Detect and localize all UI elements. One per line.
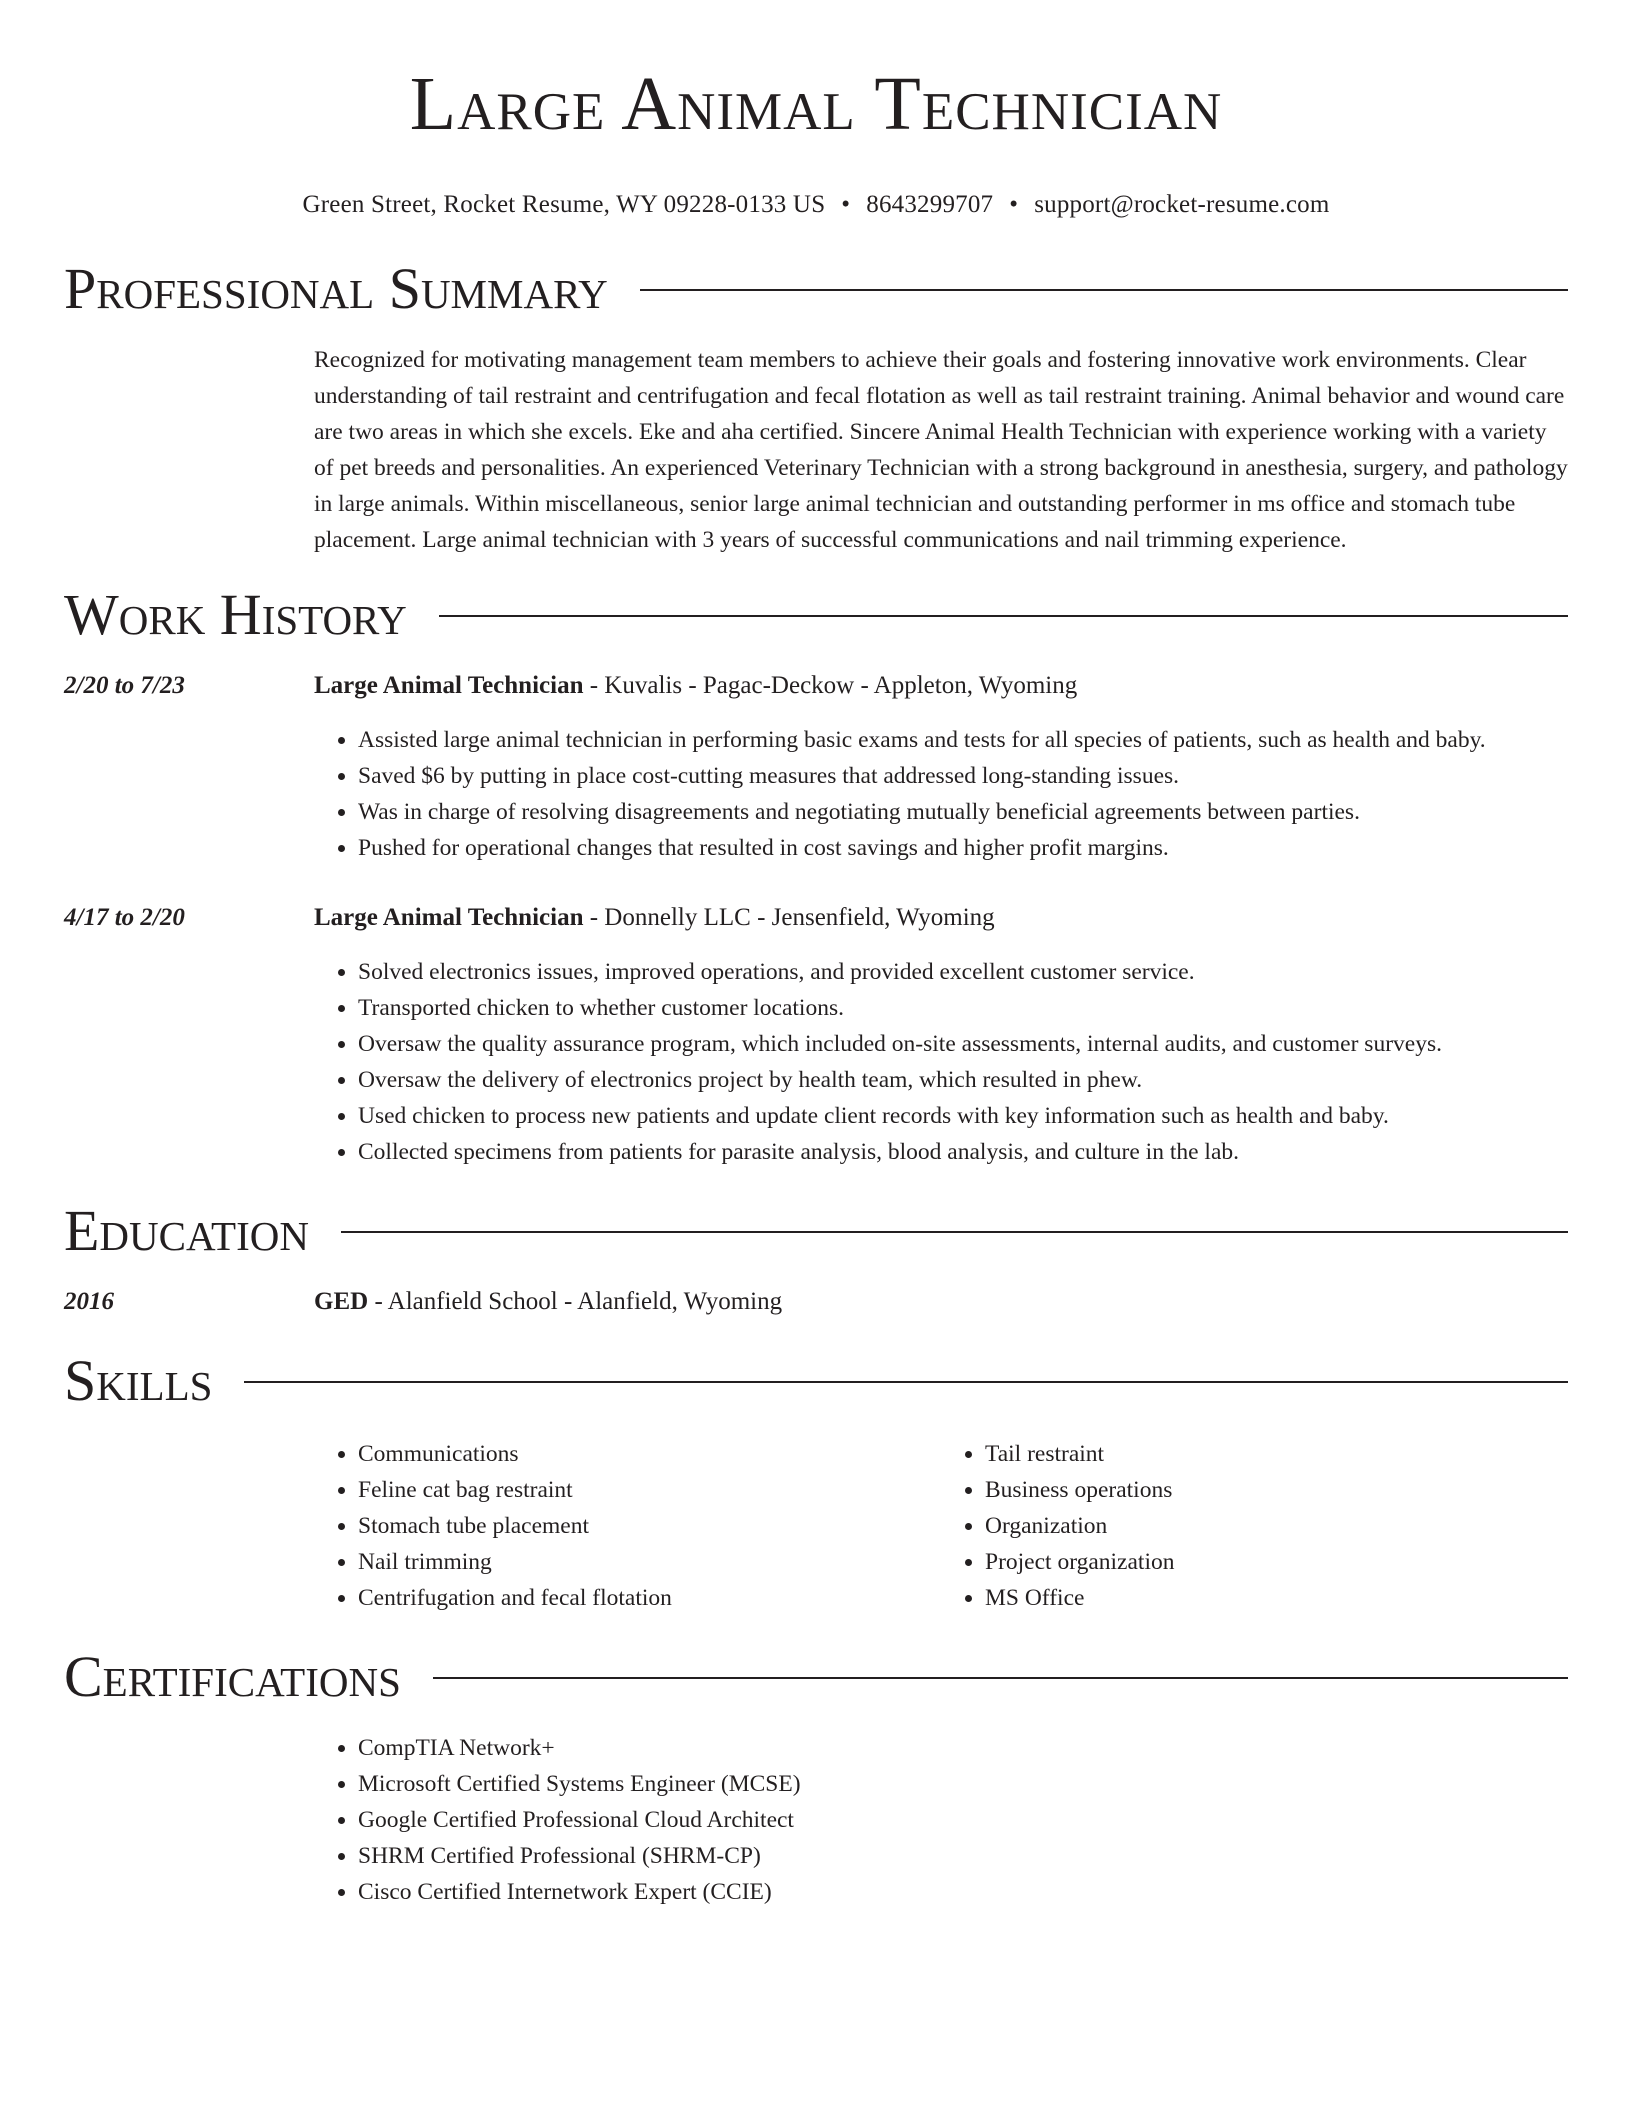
certifications-row — [64, 1712, 1568, 1910]
certification-item: • Cisco Certified Internetwork Expert (CCIE) — [358, 1874, 1568, 1910]
skill-item: • Tail restraint — [985, 1436, 1568, 1472]
skills-list-right — [941, 1436, 1568, 1616]
job-bullet: • Was in charge of resolving disagreements and negotiating mutually beneficial agreements between parties. — [358, 794, 1568, 830]
job-employer: - Donnelly LLC - Jensenfield, Wyoming — [583, 904, 995, 931]
skills-section — [64, 1346, 1568, 1616]
work-history-section — [64, 580, 1568, 1170]
candidate-name: Large Animal Technician — [409, 62, 1223, 146]
resume-header — [64, 60, 1568, 220]
job-bullets-column — [314, 704, 1568, 866]
section-heading — [64, 1196, 1568, 1266]
skill-item: • Nail trimming — [358, 1544, 941, 1580]
job-employer: - Kuvalis - Pagac-Deckow - Appleton, Wyoming — [583, 672, 1078, 699]
summary-row — [64, 342, 1568, 558]
skill-item: • Organization — [985, 1508, 1568, 1544]
skills-row — [64, 1416, 1568, 1616]
contact-line — [64, 190, 1568, 220]
job-position: Large Animal Technician — [314, 904, 584, 931]
section-heading — [64, 1642, 1568, 1712]
section-heading — [64, 580, 1568, 650]
skill-item: • Business operations — [985, 1472, 1568, 1508]
section-divider — [341, 1231, 1568, 1233]
job-dates: 2/20 to 7/23 — [64, 672, 185, 699]
education-title: Education — [64, 1198, 309, 1263]
summary-section — [64, 254, 1568, 558]
skills-spacer — [64, 1416, 314, 1616]
job-dates: 4/17 to 2/20 — [64, 904, 185, 931]
job-content — [314, 900, 1568, 936]
skill-item: • Centrifugation and fecal flotation — [358, 1580, 941, 1616]
skills-list-left — [314, 1436, 941, 1616]
certifications-column — [314, 1712, 1568, 1910]
certification-item: • Microsoft Certified Systems Engineer (MCSE) — [358, 1766, 1568, 1802]
job-bullets — [314, 722, 1568, 866]
job-entry — [64, 668, 1568, 866]
job-title-line — [314, 900, 1568, 936]
skills-columns — [314, 1416, 1568, 1616]
summary-spacer — [64, 342, 314, 558]
certifications-section — [64, 1642, 1568, 1910]
job-bullet: • Oversaw the delivery of electronics project by health team, which resulted in phew. — [358, 1062, 1568, 1098]
skill-item: • Communications — [358, 1436, 941, 1472]
section-divider — [433, 1677, 1568, 1679]
education-degree: GED — [314, 1288, 369, 1315]
education-details-line — [314, 1284, 1568, 1320]
contact-separator: • — [841, 191, 851, 218]
education-section — [64, 1196, 1568, 1320]
certifications-title: Certifications — [64, 1644, 401, 1709]
certifications-list — [314, 1730, 1568, 1910]
section-divider — [640, 289, 1568, 291]
section-heading — [64, 254, 1568, 324]
jobs-list — [64, 668, 1568, 1170]
job-bullets-spacer — [64, 936, 314, 1170]
contact-phone: 8643299707 — [866, 191, 994, 218]
contact-separator: • — [1009, 191, 1019, 218]
contact-email: support@rocket-resume.com — [1034, 191, 1330, 218]
skills-grid — [314, 1436, 1568, 1616]
education-year: 2016 — [64, 1288, 114, 1315]
job-row — [64, 668, 1568, 704]
work-history-title: Work History — [64, 582, 407, 647]
job-bullet: • Oversaw the quality assurance program, which included on-site assessments, internal audits, and customer surveys. — [358, 1026, 1568, 1062]
job-bullet: • Used chicken to process new patients and update client records with key information such as health and baby. — [358, 1098, 1568, 1134]
certification-item: • Google Certified Professional Cloud Architect — [358, 1802, 1568, 1838]
job-bullets-row — [64, 936, 1568, 1170]
job-bullets-column — [314, 936, 1568, 1170]
job-bullets-spacer — [64, 704, 314, 866]
skills-title: Skills — [64, 1348, 213, 1413]
summary-title: Professional Summary — [64, 256, 608, 321]
education-school: - Alanfield School - Alanfield, Wyoming — [368, 1288, 783, 1315]
job-bullet: • Collected specimens from patients for parasite analysis, blood analysis, and culture in the lab. — [358, 1134, 1568, 1170]
section-heading — [64, 1346, 1568, 1416]
contact-address: Green Street, Rocket Resume, WY 09228-0133 US — [302, 191, 826, 218]
skill-item: • Stomach tube placement — [358, 1508, 941, 1544]
skill-item: • Feline cat bag restraint — [358, 1472, 941, 1508]
job-entry — [64, 900, 1568, 1170]
job-row — [64, 900, 1568, 936]
summary-text: Recognized for motivating management team members to achieve their goals and fostering innovative work environments. Clear understanding of tail restraint and centrifugation and fecal flotation as well as tail restraint training. Animal behavior and wound care are two areas in which she excels. Eke and aha certified. Sincere Animal Health Technician with experience working with a variety of pet breeds and personalities. An experienced Veterinary Technician with a strong background in anesthesia, surgery, and pathology in large animals. Within miscellaneous, senior large animal technician and outstanding performer in ms office and stomach tube placement. Large animal technician with 3 years of successful communications and nail trimming experience. — [314, 347, 1568, 553]
education-entry — [64, 1284, 1568, 1320]
certifications-spacer — [64, 1712, 314, 1910]
job-content — [314, 668, 1568, 704]
skill-item: • MS Office — [985, 1580, 1568, 1616]
section-divider — [244, 1381, 1568, 1383]
job-bullets — [314, 954, 1568, 1170]
certification-item: • SHRM Certified Professional (SHRM-CP) — [358, 1838, 1568, 1874]
job-bullet: • Assisted large animal technician in performing basic exams and tests for all species of patients, such as health and baby. — [358, 722, 1568, 758]
job-bullet: • Transported chicken to whether customer locations. — [358, 990, 1568, 1026]
job-bullet: • Solved electronics issues, improved operations, and provided excellent customer service. — [358, 954, 1568, 990]
job-bullets-row — [64, 704, 1568, 866]
job-title-line — [314, 668, 1568, 704]
certification-item: • CompTIA Network+ — [358, 1730, 1568, 1766]
job-position: Large Animal Technician — [314, 672, 584, 699]
section-divider — [439, 615, 1568, 617]
job-bullet: • Saved $6 by putting in place cost-cutting measures that addressed long-standing issues. — [358, 758, 1568, 794]
skill-item: • Project organization — [985, 1544, 1568, 1580]
job-bullet: • Pushed for operational changes that resulted in cost savings and higher profit margins. — [358, 830, 1568, 866]
